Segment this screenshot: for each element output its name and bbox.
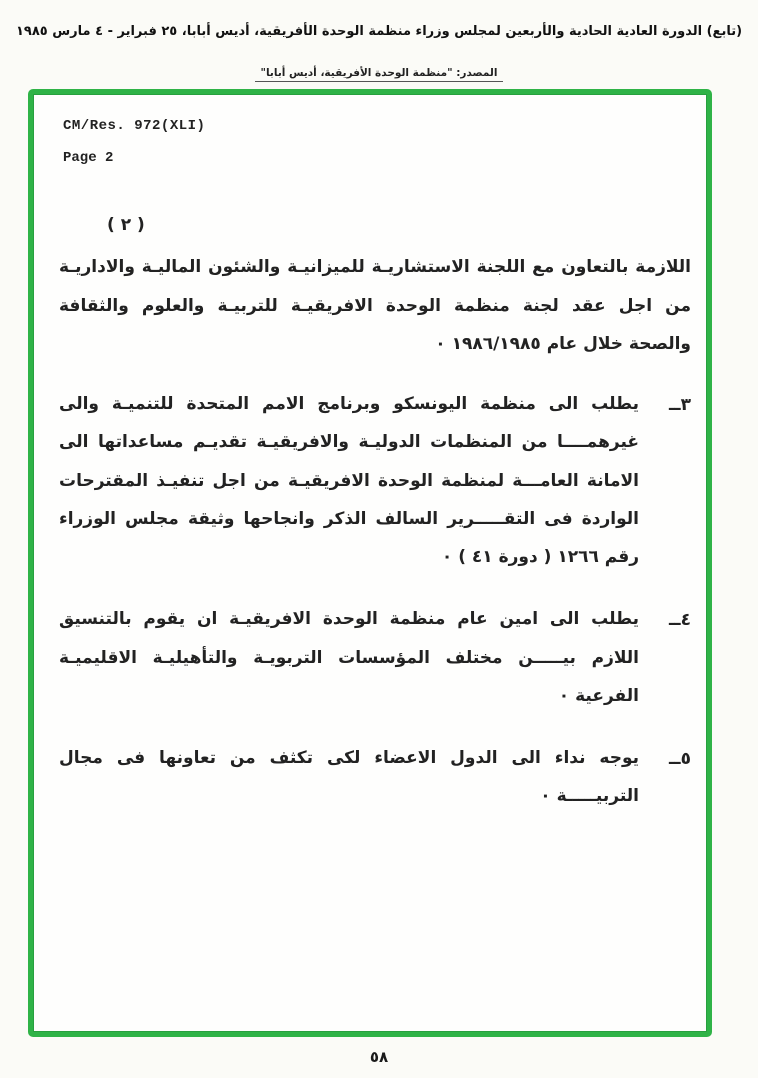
session-caption-line: (تابع) الدورة العادية الحادية والأربعين لمجلس وزراء منظمة الوحدة الأفريقية، أديس أبابا، ٢٥ فبراير - ٤ مارس ١٩٨٥: [15, 24, 743, 39]
item-text: يطلب الى منظمة اليونسكو وبرنامج الامم المتحدة للتنميـة والى غيرهمــــا من المنظمات الدوليـة والافريقيـة تقديـم مساعداتها الى الامانة العامـــة لمنظمة الوحدة الافريقيـة من اجل تنفيـذ المقترحات الواردة فى التقـــــرير السالف الذكر وانجاحها وثيقة مجلس الوزراء رقم ١٢٦٦ ( دورة ٤١ ) ٠: [59, 394, 639, 567]
section-marker: ( ٢ ): [107, 215, 145, 235]
paragraph-continuation: اللازمة بالتعاون مع اللجنة الاستشاريـة للميزانيـة والشئون الماليـة والاداريـة من اجل عقد لجنة منظمة الوحدة الافريقيـة للتربيـة والعلوم والثقافة والصحة خلال عام ١٩٨٦/١٩٨٥ ٠: [59, 257, 691, 354]
page-number: ٥٨: [369, 1048, 389, 1066]
top-caption: [0, 24, 758, 82]
resolution-item-3: [59, 385, 691, 576]
item-text: يوجه نداء الى الدول الاعضاء لكى تكثف من تعاونها فى مجال التربيـــــة ٠: [59, 748, 639, 807]
resolution-item-5: [59, 739, 691, 816]
document-page-label: Page 2: [63, 150, 114, 166]
item-number: ٤ــ: [668, 610, 691, 631]
scanned-document-frame: [28, 89, 712, 1037]
item-text: يطلب الى امين عام منظمة الوحدة الافريقيـة ان يقوم بالتنسيق اللازم بيـــــن مختلف المؤسسات التربويـة والتأهيليـة الاقليميـة الفرعية ٠: [59, 609, 639, 706]
document-reference: CM/Res. 972(XLI): [63, 118, 206, 134]
item-number: ٣ــ: [668, 395, 691, 415]
resolution-item-4: [59, 600, 691, 715]
document-body: [59, 206, 691, 840]
source-caption-line: المصدر: "منظمة الوحدة الأفريقية، أديس أبابا": [255, 67, 504, 82]
item-number: ٥ــ: [668, 749, 691, 769]
